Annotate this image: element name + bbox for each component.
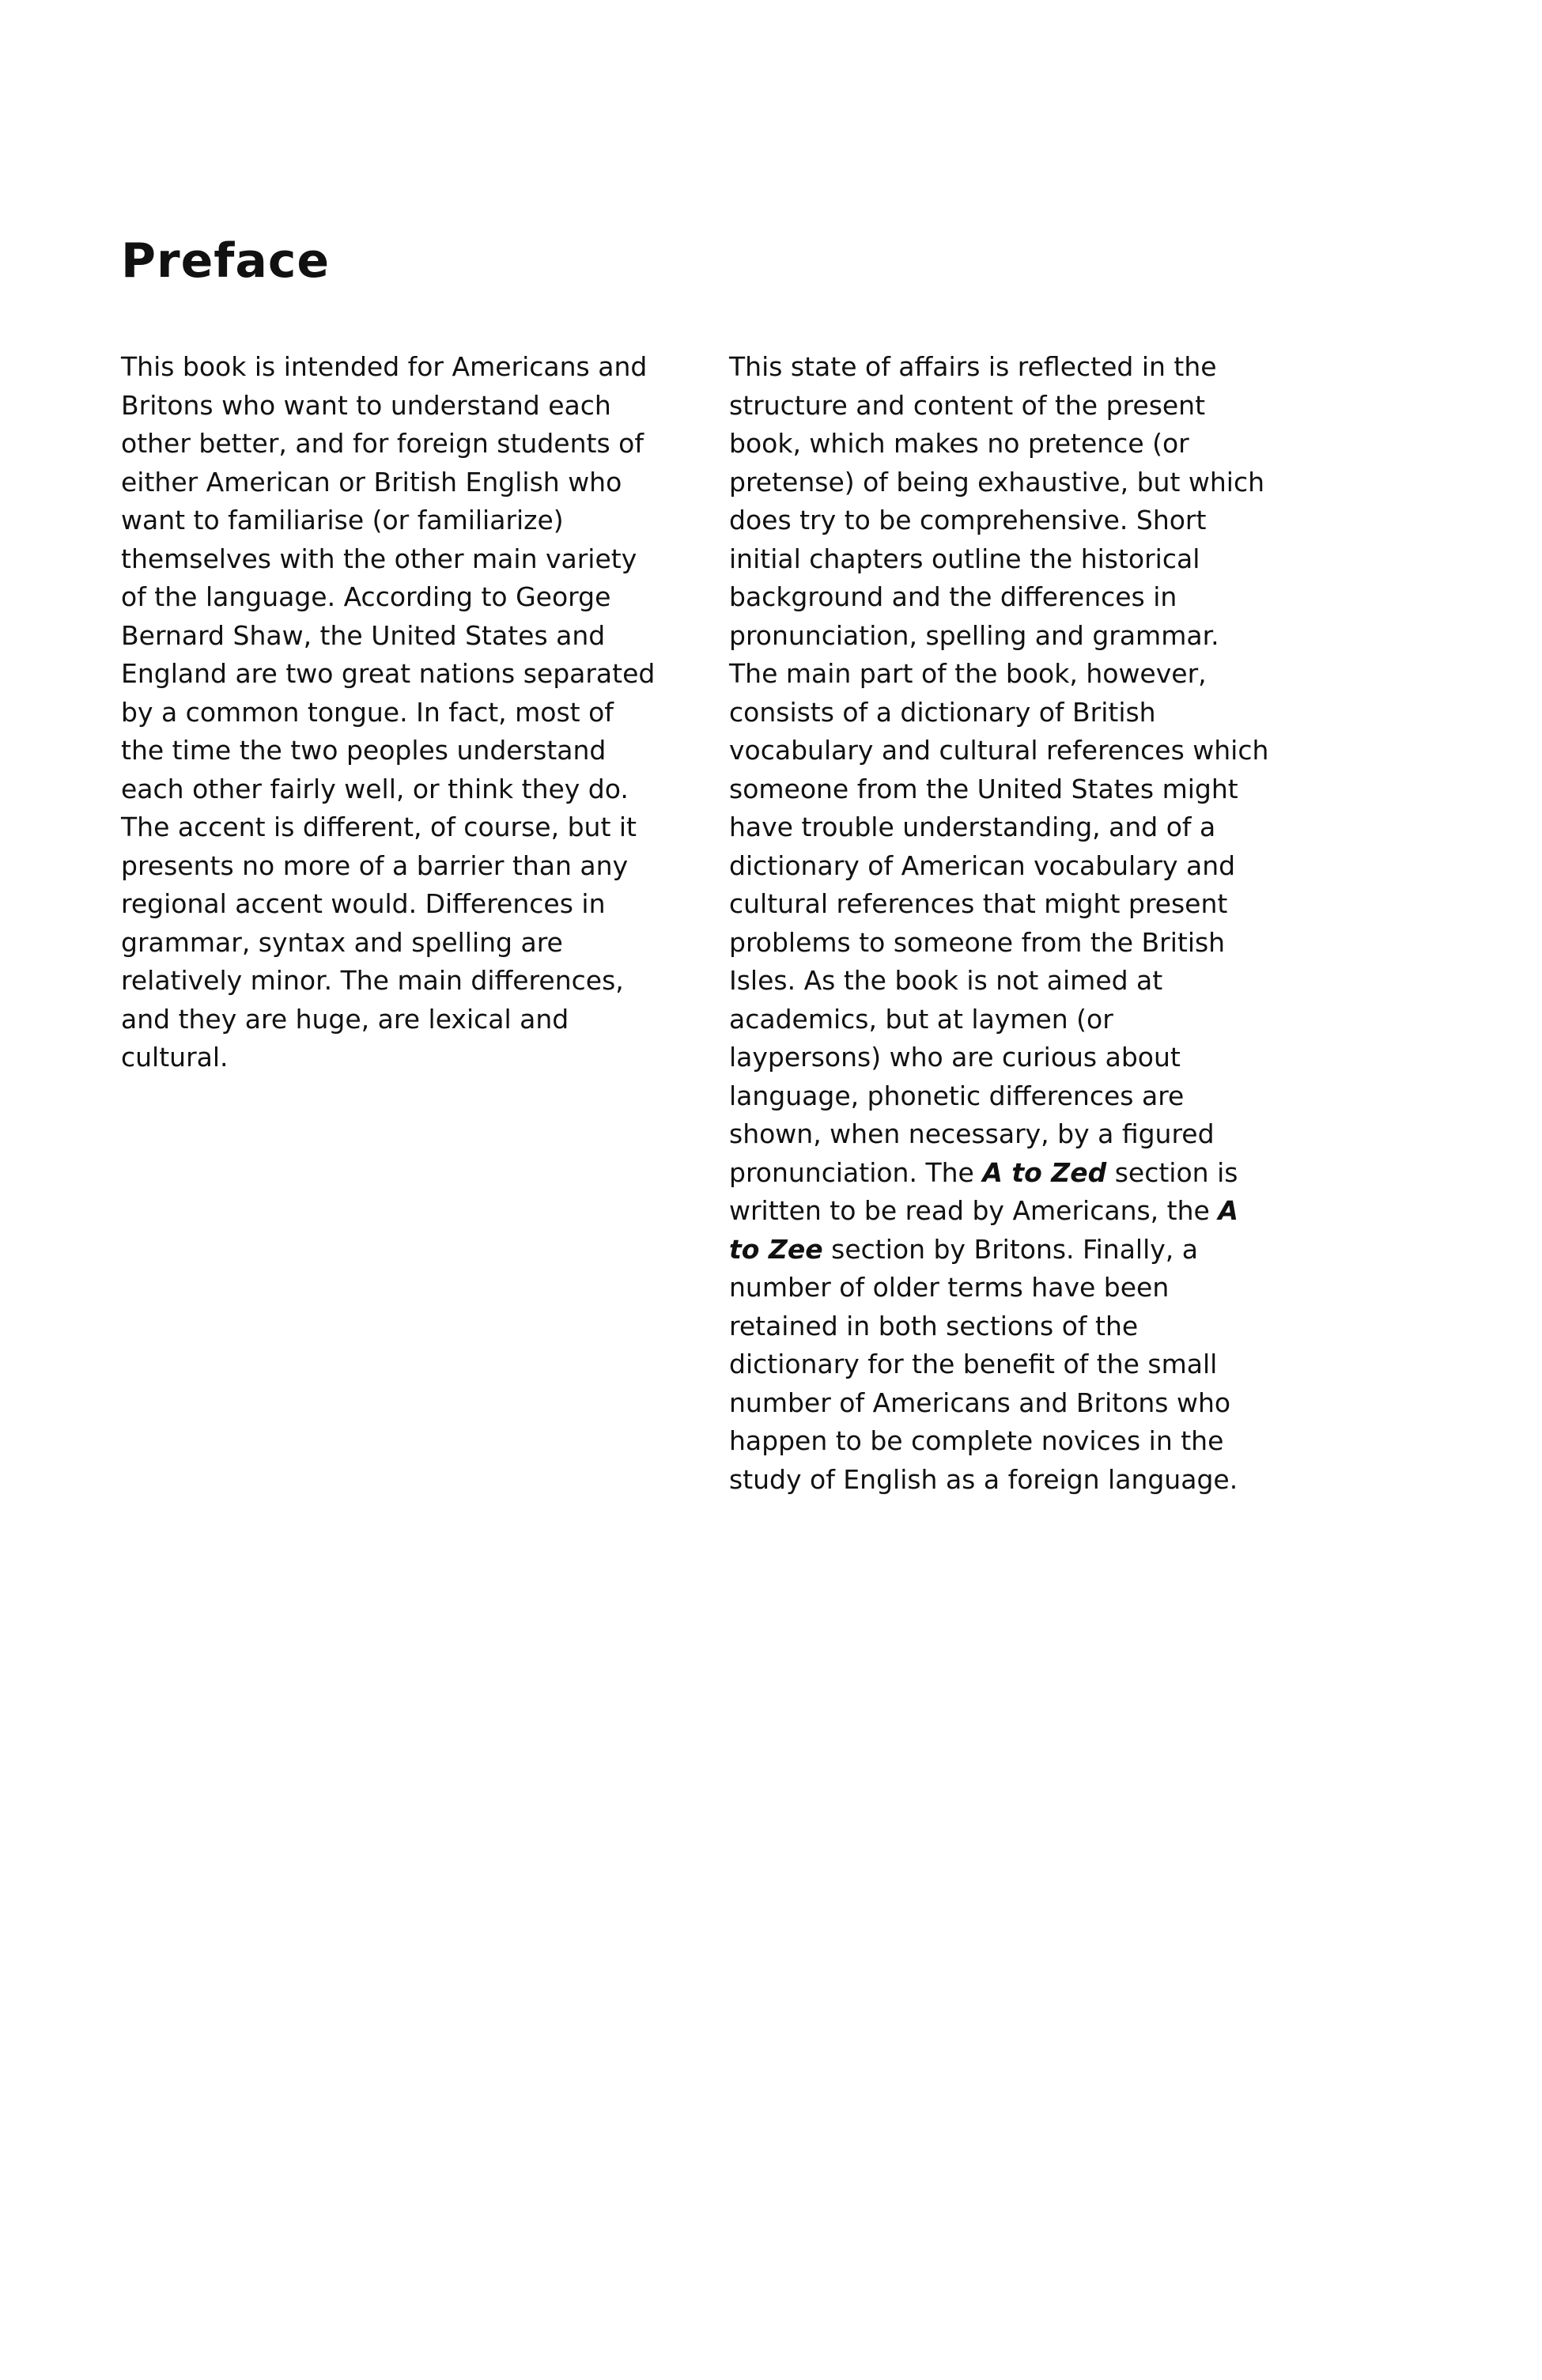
text-line: of the language. According to George: [121, 581, 611, 612]
text-fragment: section is: [1106, 1156, 1238, 1188]
text-line: consists of a dictionary of British: [729, 696, 1156, 728]
text-line: This book is intended for Americans and: [121, 351, 648, 382]
text-line: academics, but at laymen (or: [729, 1003, 1113, 1035]
text-line: presents no more of a barrier than any: [121, 849, 629, 881]
text-line: regional accent would. Differences in: [121, 888, 606, 919]
text-line: Britons who want to understand each: [121, 389, 611, 421]
text-line: England are two great nations separated: [121, 658, 656, 689]
text-line: does try to be comprehensive. Short: [729, 505, 1207, 535]
text-line: grammar, syntax and spelling are: [121, 926, 563, 958]
text-line: dictionary for the benefit of the small: [729, 1349, 1218, 1379]
text-line: laypersons) who are curious about: [729, 1042, 1181, 1073]
text-line: dictionary of American vocabulary and: [729, 849, 1236, 881]
text-line: cultural references that might present: [729, 888, 1228, 919]
text-line: vocabulary and cultural references which: [729, 735, 1269, 766]
text-fragment: pronunciation. The: [729, 1156, 983, 1188]
text-line: This state of affairs is reflected in the: [729, 351, 1217, 382]
text-line: cultural.: [121, 1042, 229, 1073]
a-to-zee-title-part: A: [1218, 1195, 1238, 1226]
text-line: relatively minor. The main differences,: [121, 965, 624, 996]
text-line: have trouble understanding, and of a: [729, 812, 1216, 842]
text-line: each other fairly well, or think they do.: [121, 773, 629, 804]
text-line: either American or British English who: [121, 466, 622, 498]
text-line: study of English as a foreign language.: [729, 1463, 1238, 1495]
preface-left-column: [121, 348, 667, 1077]
text-line: Bernard Shaw, the United States and: [121, 619, 606, 651]
text-line: [729, 1231, 1283, 1269]
text-line: the time the two peoples understand: [121, 735, 607, 766]
text-line: shown, when necessary, by a figured: [729, 1118, 1215, 1149]
text-line: pretense) of being exhaustive, but which: [729, 466, 1265, 498]
text-line: want to familiarise (or familiarize): [121, 505, 564, 535]
text-line: retained in both sections of the: [729, 1310, 1139, 1341]
text-line: background and the differences in: [729, 581, 1177, 612]
text-line: [729, 1154, 1283, 1193]
page-title: Preface: [121, 233, 331, 289]
text-line: [729, 1192, 1283, 1231]
text-fragment: written to be read by Americans, the: [729, 1195, 1219, 1226]
text-line: themselves with the other main variety: [121, 543, 637, 574]
text-line: someone from the United States might: [729, 773, 1238, 804]
a-to-zee-title-part: to Zee: [729, 1233, 823, 1265]
text-line: Isles. As the book is not aimed at: [729, 965, 1163, 996]
text-line: problems to someone from the British: [729, 926, 1226, 958]
preface-right-column: [729, 348, 1283, 1499]
text-line: happen to be complete novices in the: [729, 1425, 1224, 1456]
text-fragment: section by Britons. Finally, a: [822, 1233, 1198, 1265]
text-line: number of older terms have been: [729, 1272, 1170, 1303]
text-line: initial chapters outline the historical: [729, 543, 1200, 574]
text-line: language, phonetic differences are: [729, 1080, 1185, 1111]
a-to-zed-title: A to Zed: [982, 1156, 1107, 1188]
text-line: by a common tongue. In fact, most of: [121, 696, 614, 728]
text-line: structure and content of the present: [729, 389, 1206, 421]
text-line: book, which makes no pretence (or: [729, 428, 1189, 459]
text-line: The accent is different, of course, but it: [121, 812, 637, 842]
text-line: pronunciation, spelling and grammar.: [729, 619, 1219, 651]
text-line: number of Americans and Britons who: [729, 1387, 1231, 1418]
text-line: and they are huge, are lexical and: [121, 1003, 569, 1035]
text-line: The main part of the book, however,: [729, 658, 1207, 689]
text-line: other better, and for foreign students of: [121, 428, 644, 459]
